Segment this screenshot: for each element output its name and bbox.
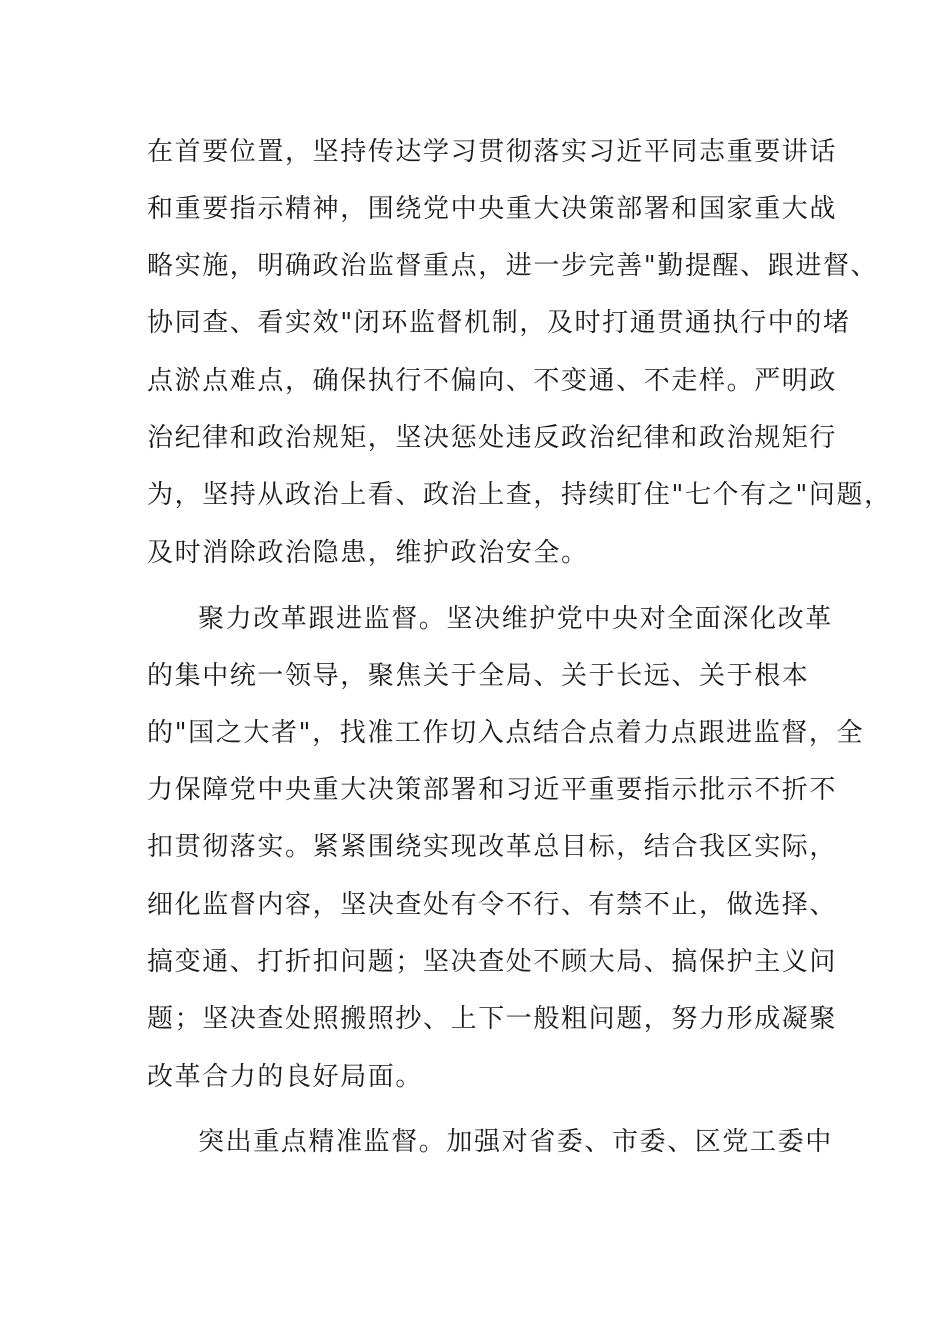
- paragraph-1-line-4: 协同查、看实效"闭环监督机制，及时打通贯通执行中的堵: [147, 308, 851, 338]
- paragraph-2-line-6: 细化监督内容，坚决查处有令不行、有禁不止，做选择、: [147, 890, 838, 920]
- paragraph-3-line-1: 突出重点精准监督。加强对省委、市委、区党工委中: [198, 1127, 833, 1157]
- paragraph-2-line-9: 改革合力的良好局面。: [147, 1062, 424, 1092]
- paragraph-2-line-1: 聚力改革跟进监督。坚决维护党中央对全面深化改革: [198, 604, 833, 634]
- paragraph-1-line-6: 治纪律和政治规矩，坚决惩处违反政治纪律和政治规矩行: [147, 423, 838, 453]
- paragraph-2-line-8: 题；坚决查处照搬照抄、上下一般粗问题，努力形成凝聚: [147, 1004, 838, 1034]
- paragraph-2-line-4: 力保障党中央重大决策部署和习近平重要指示批示不折不: [147, 775, 838, 805]
- paragraph-1-line-8: 及时消除政治隐患，维护政治安全。: [147, 538, 589, 568]
- paragraph-1-line-5: 点淤点难点，确保执行不偏向、不变通、不走样。严明政: [147, 366, 838, 396]
- paragraph-1-line-7: 为，坚持从政治上看、政治上查，持续盯住"七个有之"问题，: [147, 480, 892, 510]
- paragraph-2-line-5: 扣贯彻落实。紧紧围绕实现改革总目标，结合我区实际，: [147, 832, 838, 862]
- paragraph-2-line-2: 的集中统一领导，聚焦关于全局、关于长远、关于根本: [147, 661, 810, 691]
- paragraph-1-line-3: 略实施，明确政治监督重点，进一步完善"勤提醒、跟进督、: [147, 251, 879, 281]
- paragraph-1-line-2: 和重要指示精神，围绕党中央重大决策部署和国家重大战: [147, 194, 838, 224]
- paragraph-2-line-7: 搞变通、打折扣问题；坚决查处不顾大局、搞保护主义问: [147, 947, 838, 977]
- paragraph-1-line-1: 在首要位置，坚持传达学习贯彻落实习近平同志重要讲话: [147, 137, 838, 167]
- paragraph-2-line-3: 的"国之大者"，找准工作切入点结合点着力点跟进监督，全: [147, 718, 865, 748]
